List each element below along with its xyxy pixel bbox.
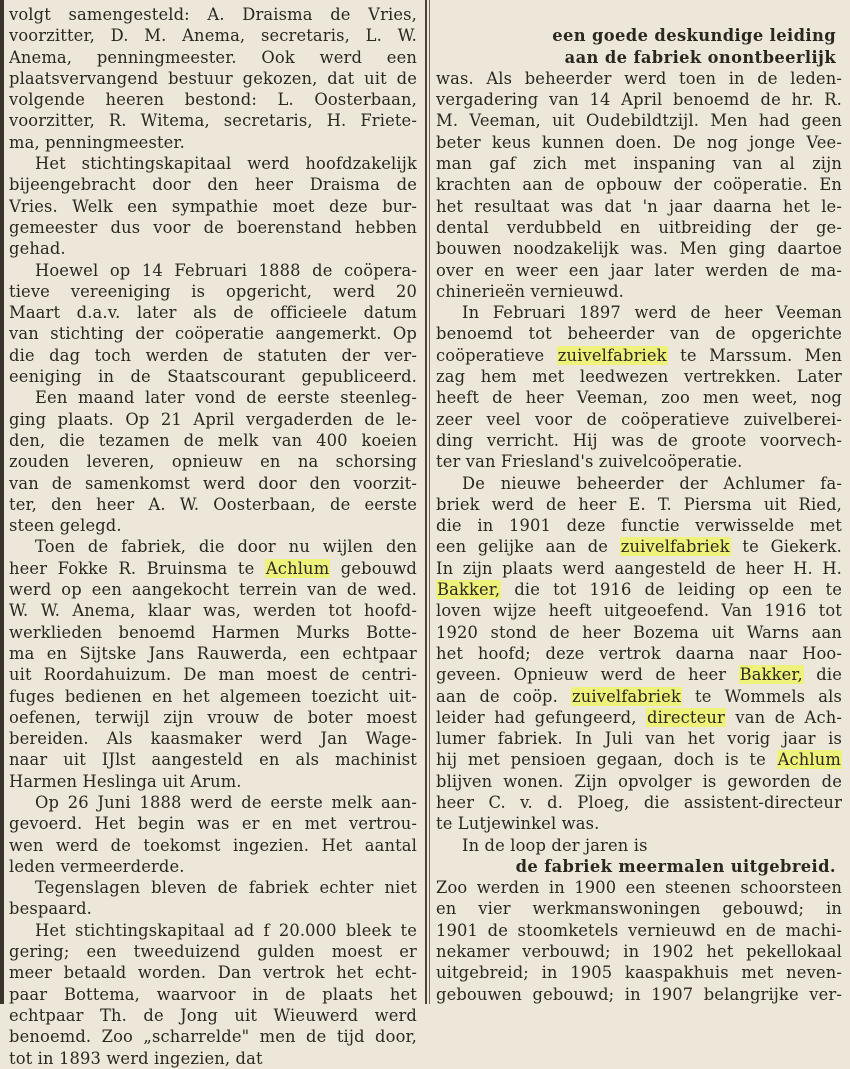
line-text: de fabriek meermalen uitgebreid. — [515, 856, 836, 876]
text-line — [436, 536, 842, 557]
text-line — [9, 856, 417, 877]
text-line — [9, 174, 417, 195]
line-text: Vries. Welk een sympathie moet deze bur- — [9, 196, 417, 216]
line-text: meer betaald worden. Dan vertrok het echt- — [9, 963, 417, 983]
text-line — [436, 749, 842, 770]
highlighted-term: Bakker, — [739, 665, 803, 685]
text-line — [9, 1005, 417, 1026]
text-line — [9, 1048, 417, 1069]
line-text: een goede deskundige leiding — [552, 26, 836, 46]
text-line — [436, 622, 842, 643]
line-text: uitgebreid; in 1905 kaaspakhuis met neven- — [436, 963, 842, 983]
line-text: een gelijke aan de — [436, 537, 620, 557]
line-text: aan de fabriek onontbeerlijk — [564, 47, 836, 67]
line-text: te Marssum. Men — [667, 345, 842, 365]
line-text: Toen de fabriek, die door nu wijlen den — [35, 537, 417, 557]
highlighted-term: Achlum — [777, 750, 841, 770]
text-line — [9, 941, 417, 962]
text-line — [9, 323, 417, 344]
text-line — [436, 110, 842, 131]
highlighted-term: zuivelfabriek — [620, 537, 730, 557]
article-column-right — [436, 4, 842, 1005]
line-text: gebouwen gebouwd; in 1907 belangrijke ver- — [436, 984, 842, 1004]
line-text: den, die tezamen de melk van 400 koeien — [9, 430, 417, 450]
line-text: ding verricht. Hij was de groote voorvech- — [436, 430, 842, 450]
line-text: gemeester dus voor de boerenstand hebben — [9, 217, 417, 237]
text-line — [436, 174, 842, 195]
line-text: heeft de heer Veeman, zoo men weet, nog — [436, 388, 842, 408]
text-line — [9, 4, 417, 25]
line-text: van de Ach- — [725, 707, 842, 727]
text-line — [9, 89, 417, 110]
line-text: Zoo werden in 1900 een steenen schoorsteen — [436, 878, 842, 898]
text-line — [436, 345, 842, 366]
line-text: bijeengebracht door den heer Draisma de — [9, 175, 417, 195]
line-text: die tot 1916 de leiding op een te — [501, 580, 842, 600]
highlighted-term: zuivelfabriek — [572, 686, 681, 706]
line-text: leden vermeerderde. — [9, 856, 185, 876]
line-text: nekamer verbouwd; in 1902 het pekellokaal — [436, 942, 842, 962]
line-text: benoemd. Zoo „scharrelde" men de tijd door, — [9, 1027, 417, 1047]
line-text: gevoerd. Het begin was er en met vertrou- — [9, 814, 417, 834]
text-line — [9, 920, 417, 941]
line-text: van de samenkomst werd door den voorzit- — [9, 473, 417, 493]
line-text: oefenen, terwijl zijn vrouw de boter moest — [9, 707, 417, 727]
text-line — [436, 515, 842, 536]
text-line — [9, 387, 417, 408]
text-line — [436, 579, 842, 600]
text-line — [9, 664, 417, 685]
line-text: en vier werkmanswoningen gebouwd; in — [436, 899, 842, 919]
line-text: zeer veel voor de coöperatieve zuivelberei- — [436, 409, 842, 429]
line-text: steen gelegd. — [9, 516, 122, 536]
line-text: De nieuwe beheerder der Achlumer fa- — [462, 473, 842, 493]
line-text: plaatsvervangend bestuur gekozen, dat uit de — [9, 68, 417, 88]
text-line — [436, 366, 842, 387]
line-text: lumer fabriek. In Juli van het vorig jaar is — [436, 729, 842, 749]
column-divider-rule — [425, 0, 427, 1004]
text-line — [9, 47, 417, 68]
blank-line — [436, 4, 842, 25]
line-text: gering; een tweeduizend gulden moest er — [9, 942, 417, 962]
text-line — [436, 323, 842, 344]
text-line — [436, 771, 842, 792]
line-text: zouden leveren, opnieuw en na schorsing — [9, 452, 417, 472]
line-text: chinerieën vernieuwd. — [436, 281, 624, 301]
text-line — [436, 196, 842, 217]
line-text: dental verdubbeld en uitbreiding der ge- — [436, 217, 842, 237]
text-line — [436, 430, 842, 451]
line-text: 1920 stond de heer Bozema uit Warns aan — [436, 622, 842, 642]
line-text: uit Roordahuizum. De man moest de centri- — [9, 665, 417, 685]
line-text: naar uit IJlst aangesteld en als machinist — [9, 750, 417, 770]
text-line — [9, 835, 417, 856]
text-line — [436, 132, 842, 153]
line-text: eeniging in de Staatscourant gepubliceerd. — [9, 367, 417, 387]
line-text: die — [803, 665, 842, 685]
text-line — [9, 260, 417, 281]
line-text: het resultaat was dat 'n jaar daarna het le- — [436, 196, 842, 216]
text-line — [436, 387, 842, 408]
line-text: vergadering van 14 April benoemd de hr. R. — [436, 90, 842, 110]
line-text: benoemd tot beheerder van de opgerichte — [436, 324, 842, 344]
line-text: Maart d.a.v. later als de officieele datum — [9, 303, 417, 323]
line-text: was. Als beheerder werd toen in de leden- — [436, 68, 842, 88]
text-line — [9, 217, 417, 238]
line-text: krachten aan de opbouw der coöperatie. En — [436, 175, 842, 195]
line-text: geveen. Opnieuw werd de heer — [436, 665, 739, 685]
text-line — [436, 89, 842, 110]
line-text: W. W. Anema, klaar was, werden tot hoofd- — [9, 601, 417, 621]
article-column-left — [9, 4, 417, 1069]
line-text: blijven wonen. Zijn opvolger is geworden de — [436, 771, 842, 791]
line-text: tot in 1893 werd ingezien, dat — [9, 1048, 263, 1068]
line-text: tieve vereeniging is opgericht, werd 20 — [9, 281, 417, 301]
line-text: aan de coöp. — [436, 686, 572, 706]
line-text: briek werd de heer E. T. Piersma uit Ried, — [436, 494, 842, 514]
line-text: ma, penningmeester. — [9, 132, 185, 152]
text-line — [436, 686, 842, 707]
text-line — [436, 302, 842, 323]
text-line — [9, 196, 417, 217]
text-line — [436, 707, 842, 728]
text-line — [9, 622, 417, 643]
line-text: Op 26 Juni 1888 werd de eerste melk aan- — [35, 792, 417, 812]
text-line — [436, 600, 842, 621]
text-line — [9, 110, 417, 131]
line-text: voorzitter, R. Witema, secretaris, H. Friete- — [9, 111, 417, 131]
line-text: werd op een aangekocht terrein van de wed. — [9, 580, 417, 600]
text-line — [9, 409, 417, 430]
text-line — [9, 728, 417, 749]
text-line — [436, 473, 842, 494]
line-text: In Februari 1897 werd de heer Veeman — [462, 303, 842, 323]
text-line — [436, 813, 842, 834]
text-line — [9, 877, 417, 898]
text-line — [436, 494, 842, 515]
text-line — [9, 707, 417, 728]
text-line — [436, 238, 842, 259]
text-line — [9, 430, 417, 451]
line-text: Het stichtingskapitaal werd hoofdzakelijk — [35, 154, 417, 174]
line-text: het hoofd; deze vertrok daarna naar Hoo- — [436, 643, 842, 663]
text-line — [9, 749, 417, 770]
text-line — [9, 366, 417, 387]
text-line — [9, 579, 417, 600]
text-line — [9, 643, 417, 664]
line-text: In zijn plaats werd aangesteld de heer H. H. — [436, 558, 842, 578]
text-line — [9, 25, 417, 46]
text-line — [9, 153, 417, 174]
line-text: beter keus kunnen doen. De nog jonge Vee- — [436, 132, 842, 152]
line-text: te Lutjewinkel was. — [436, 814, 600, 834]
line-text: wen werd de toekomst ingezien. Het aantal — [9, 835, 417, 855]
text-line — [9, 792, 417, 813]
text-line — [436, 898, 842, 919]
line-text: hij met pensioen gegaan, doch is te — [436, 750, 777, 770]
text-line — [436, 68, 842, 89]
line-text: te Wommels als — [681, 686, 842, 706]
text-line — [436, 260, 842, 281]
text-line — [436, 728, 842, 749]
text-line — [436, 984, 842, 1005]
section-subheading — [436, 856, 842, 877]
text-line — [9, 473, 417, 494]
line-text: werklieden benoemd Harmen Murks Botte- — [9, 622, 417, 642]
line-text: die in 1901 deze functie verwisselde met — [436, 516, 842, 536]
text-line — [9, 984, 417, 1005]
line-text: fuges bedienen en het algemeen toezicht uit- — [9, 686, 417, 706]
line-text: Een maand later vond de eerste steenleg- — [35, 388, 417, 408]
text-line — [436, 451, 842, 472]
text-line — [9, 558, 417, 579]
line-text: volgt samengesteld: A. Draisma de Vries, — [9, 5, 417, 24]
line-text: In de loop der jaren is — [462, 835, 648, 855]
line-text: volgende heeren bestond: L. Oosterbaan, — [9, 90, 417, 110]
line-text: Het stichtingskapitaal ad f 20.000 bleek te — [35, 920, 417, 940]
text-line — [436, 664, 842, 685]
text-line — [436, 920, 842, 941]
line-text: man gaf zich met inspaning van al zijn — [436, 154, 842, 174]
text-line — [9, 771, 417, 792]
line-text: 1901 de stoomketels vernieuwd en de machi- — [436, 920, 842, 940]
highlighted-term: Achlum — [265, 558, 330, 578]
line-text: bereiden. Als kaasmaker werd Jan Wage- — [9, 729, 417, 749]
text-line — [9, 132, 417, 153]
text-line — [9, 686, 417, 707]
line-text: echtpaar Th. de Jong uit Wieuwerd werd — [9, 1005, 417, 1025]
text-line — [436, 835, 842, 856]
text-line — [9, 68, 417, 89]
line-text: ma en Sijtske Jans Rauwerda, een echtpaar — [9, 643, 417, 663]
text-line — [436, 153, 842, 174]
text-line — [9, 515, 417, 536]
highlighted-term: Bakker, — [437, 580, 501, 600]
text-line — [9, 536, 417, 557]
text-line — [9, 1026, 417, 1047]
line-text: die dag toch werden de statuten der ver- — [9, 345, 417, 365]
line-text: gebouwd — [330, 558, 417, 578]
line-text: heer C. v. d. Ploeg, die assistent-directeur — [436, 792, 842, 812]
line-text: M. Veeman, uit Oudebildtzijl. Men had geen — [436, 111, 842, 131]
section-subheading — [436, 25, 842, 46]
text-line — [9, 494, 417, 515]
left-border-rule — [0, 0, 4, 1004]
line-text: zag hem met leedwezen vertrekken. Later — [436, 367, 842, 387]
highlighted-term: zuivelfabriek — [557, 345, 667, 365]
line-text: coöperatieve — [436, 345, 557, 365]
line-text: paar Bottema, waarvoor in de plaats het — [9, 984, 417, 1004]
line-text: te Giekerk. — [730, 537, 842, 557]
line-text: loven wijze heeft uitgeoefend. Van 1916 tot — [436, 601, 842, 621]
line-text: heer Fokke R. Bruinsma te — [9, 558, 265, 578]
text-line — [436, 558, 842, 579]
text-line — [436, 643, 842, 664]
text-line — [9, 962, 417, 983]
line-text: ter, den heer A. W. Oosterbaan, de eerste — [9, 494, 417, 514]
text-line — [9, 813, 417, 834]
text-line — [9, 600, 417, 621]
line-text: bouwen noodzakelijk was. Men ging daartoe — [436, 239, 842, 259]
text-line — [9, 898, 417, 919]
line-text: over en weer een jaar later werden de ma- — [436, 260, 842, 280]
column-divider-rule-thin — [429, 0, 430, 1004]
line-text: Tegenslagen bleven de fabriek echter niet — [35, 878, 417, 898]
text-line — [436, 962, 842, 983]
text-line — [436, 941, 842, 962]
text-line — [9, 281, 417, 302]
text-line — [9, 345, 417, 366]
text-line — [436, 792, 842, 813]
highlighted-term: directeur — [647, 707, 725, 727]
line-text: Harmen Heslinga uit Arum. — [9, 771, 242, 791]
line-text: ter van Friesland's zuivelcoöperatie. — [436, 452, 743, 472]
line-text: voorzitter, D. M. Anema, secretaris, L. W. — [9, 26, 417, 46]
line-text: bespaard. — [9, 899, 92, 919]
text-line — [9, 238, 417, 259]
line-text: gehad. — [9, 239, 66, 259]
line-text: ging plaats. Op 21 April vergaderden de le- — [9, 409, 417, 429]
line-text: Hoewel op 14 Februari 1888 de coöpera- — [35, 260, 417, 280]
line-text: leider had gefungeerd, — [436, 707, 646, 727]
text-line — [436, 281, 842, 302]
line-text: van stichting der coöperatie aangemerkt. Op — [9, 324, 417, 344]
text-line — [436, 409, 842, 430]
section-subheading — [436, 47, 842, 68]
text-line — [9, 302, 417, 323]
text-line — [9, 451, 417, 472]
text-line — [436, 217, 842, 238]
text-line — [436, 877, 842, 898]
line-text: Anema, penningmeester. Ook werd een — [9, 47, 417, 67]
